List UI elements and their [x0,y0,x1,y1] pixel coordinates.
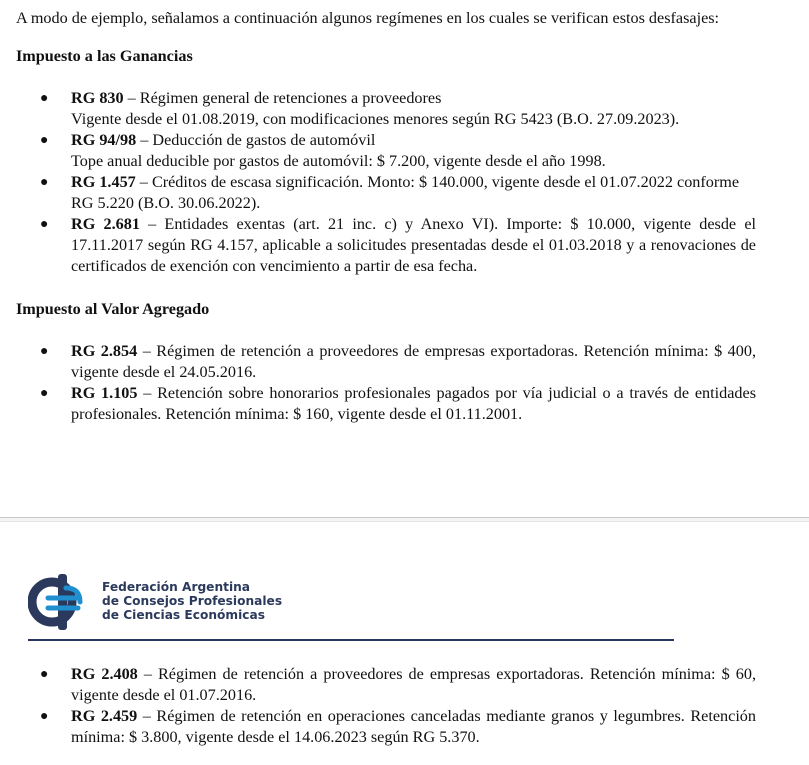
header-rule [28,639,674,641]
regulation-text: – Régimen de retención a proveedores de empresas exportadoras. Retención mínima: $ 400, vigente desde el 24.05.2016. [71,342,757,381]
facpce-header [28,572,678,642]
regulation-code: RG 830 [71,89,124,107]
section-title-ganancias: Impuesto a las Ganancias [16,47,193,65]
regulation-code: RG 2.854 [71,342,138,360]
regulation-text: – Retención sobre honorarios profesionales pagados por vía judicial o a través de entidades profesionales. Retención mínima: $ 160, vigente desde el 01.11.2001. [71,384,756,423]
regulation-code: RG 2.681 [71,215,140,233]
bullet-icon: ● [40,386,49,401]
regulation-text: – Régimen general de retenciones a proveedores [123,89,442,107]
logo-line-3: de Ciencias Económicas [102,608,265,622]
document-page-2 [16,664,756,748]
page-break-divider [0,517,809,522]
logo-line-2: de Consejos Profesionales [102,594,283,608]
list-item [16,383,756,425]
regulation-code: RG 1.105 [71,384,138,402]
logo-line-1: Federación Argentina [102,580,251,594]
regulation-code: RG 94/98 [71,131,137,149]
bullet-icon: ● [40,175,49,190]
ganancias-list [16,88,756,277]
facpce-logo-text [102,580,282,622]
list-item [16,130,756,172]
list-item [16,214,756,277]
bullet-icon: ● [40,344,49,359]
regulation-text: – Deducción de gastos de automóvil [136,131,376,149]
bullet-icon: ● [40,133,49,148]
regulation-text: – Entidades exentas (art. 21 inc. c) y Anexo VI). Importe: $ 10.000, vigente desde el 17.11.2017 según RG 4.157, aplicable a solicitudes presentadas desde el 01.03.2018 y a renovaciones de certificados de exención con vencimiento a partir de esa fecha. [71,215,756,275]
regulation-code: RG 1.457 [71,173,136,191]
regulation-text: – Créditos de escasa significación. Monto: $ 140.000, vigente desde el 01.07.2022 conforme RG 5.220 (B.O. 30.06.2022). [71,173,740,212]
intro-paragraph: A modo de ejemplo, señalamos a continuación algunos regímenes en los cuales se verifican estos desfasajes: [16,9,720,27]
page2-list [16,664,756,748]
bullet-icon: ● [40,667,49,682]
list-item [16,341,756,383]
bullet-icon: ● [40,709,49,724]
document-page-1 [16,0,756,425]
facpce-logo-icon [28,572,90,632]
regulation-extra: Tope anual deducible por gastos de automóvil: $ 7.200, vigente desde el año 1998. [71,152,606,170]
regulation-code: RG 2.459 [71,707,138,725]
iva-list [16,341,756,425]
list-item [16,88,756,130]
list-item [16,172,756,214]
list-item [16,706,756,748]
bullet-icon: ● [40,91,49,106]
bullet-icon: ● [40,217,49,232]
regulation-code: RG 2.408 [71,665,138,683]
section-title-iva: Impuesto al Valor Agregado [16,300,210,318]
regulation-extra: Vigente desde el 01.08.2019, con modificaciones menores según RG 5423 (B.O. 27.09.2023). [71,110,680,128]
regulation-text: – Régimen de retención a proveedores de empresas exportadoras. Retención mínima: $ 60, vigente desde el 01.07.2016. [71,665,757,704]
regulation-text: – Régimen de retención en operaciones canceladas mediante granos y legumbres. Retención mínima: $ 3.800, vigente desde el 14.06.2023 según RG 5.370. [71,707,756,746]
list-item [16,664,756,706]
